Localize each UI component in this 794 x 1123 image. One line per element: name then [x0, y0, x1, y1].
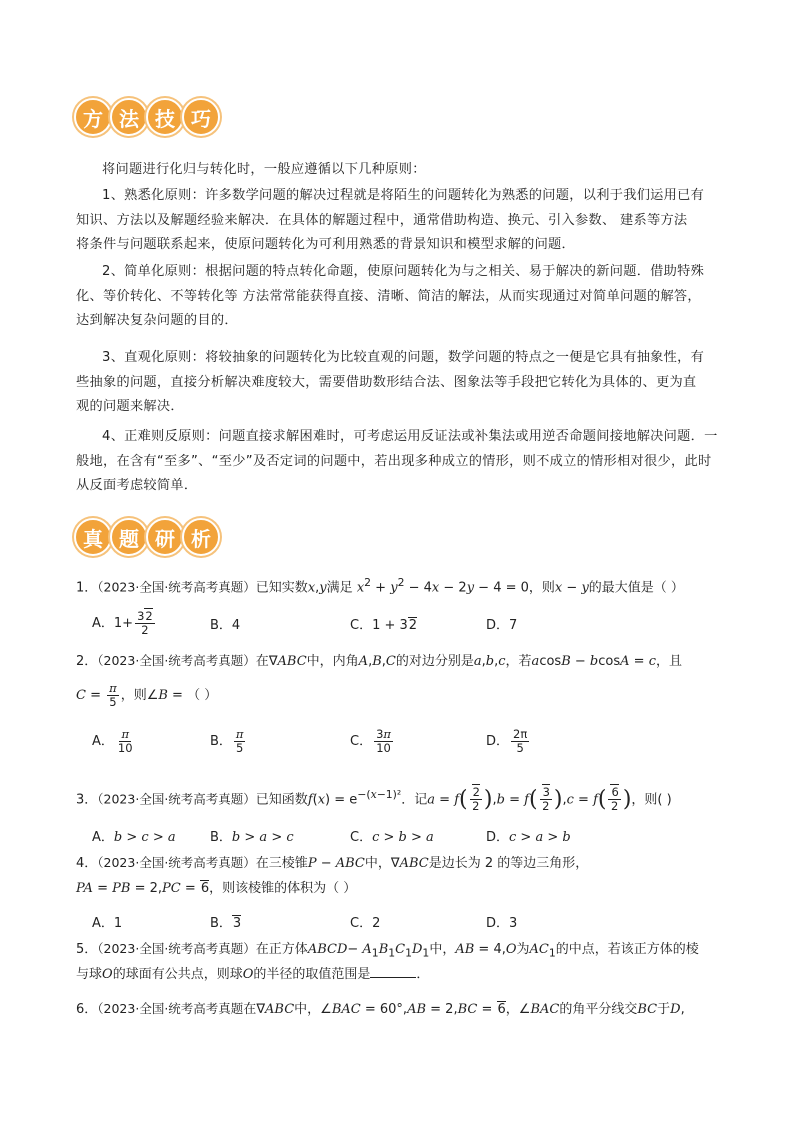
option-d[interactable]: D．7 — [486, 618, 518, 633]
section-header-exam — [74, 518, 214, 564]
intro-paragraph — [76, 158, 726, 183]
option-c[interactable]: C．2 — [350, 916, 381, 931]
text: 的最大值是（ ） — [588, 580, 684, 596]
line: 达到解决复杂问题的目的． — [76, 313, 238, 328]
question-1: 1．（2023·全国·统考高考真题）已知实数x,y满足 $x^2 + y^2 - 4x - 2y - 4 = 0$，则x − y的最大值是（ ） — [76, 576, 684, 596]
text: ，则( ) — [631, 792, 672, 808]
option-label: B． — [210, 916, 232, 931]
option-label: D． — [486, 734, 510, 749]
text: 满足 — [326, 580, 353, 596]
badge-char: 真 — [74, 518, 112, 556]
text: 于 — [657, 1002, 671, 1017]
question-3-options — [92, 826, 652, 850]
badge-char: 析 — [182, 518, 220, 556]
question-number: 1． — [76, 580, 98, 596]
question-6: 6．（2023·全国·统考高考真题在∇ABC中，∠BAC = 60°,AB = 2,BC = 6，∠BAC的角平分线交BC于D, — [76, 1001, 685, 1017]
badge-char: 方 — [74, 98, 112, 136]
option-d[interactable]: D． $\frac{2\pi}{5}$ — [486, 727, 528, 755]
option-b[interactable]: B．3 — [210, 916, 242, 931]
question-4-options — [92, 912, 652, 936]
option-c[interactable]: C．c > b > a — [350, 830, 434, 845]
text: ． — [416, 967, 430, 982]
badge-char: 巧 — [182, 98, 220, 136]
line: 些抽象的问题，直接分析解决难度较大，需要借助数形结合法、图象法等手段把它转化为具体的、更为直 — [76, 374, 697, 390]
question-5: 5．（2023·全国·统考高考真题）在正方体ABCD− $A_1B_1C_1D_1$中，AB = 4,O为$AC_1$的中点，若该正方体的棱 — [76, 941, 699, 960]
question-number: 2． — [76, 654, 98, 669]
text: 已知函数 — [255, 792, 308, 808]
badge-char: 技 — [146, 98, 184, 136]
text: 在三棱锥 — [255, 856, 308, 871]
text: 在 — [255, 654, 269, 669]
line: 化、等价转化、不等转化等 方法常常能获得直接、清晰、简洁的解法，从而实现通过对简单问题的解答， — [76, 288, 701, 304]
text: 的球面有公共点，则球 — [112, 967, 243, 982]
line: 般地，在含有“至多”、“至少”及否定词的问题中，若出现多种成立的情形，则不成立的情形相对很少，此时 — [76, 453, 712, 469]
question-source: （2023·全国·统考高考真题） — [97, 941, 256, 956]
question-number: 4． — [76, 856, 98, 871]
option-b[interactable]: B．b > a > c — [210, 830, 294, 845]
principle-2 — [76, 260, 726, 334]
badge-char: 法 — [110, 98, 148, 136]
option-label: A． — [92, 616, 114, 631]
option-label: C． — [350, 618, 373, 633]
text: ，则 — [528, 580, 555, 596]
question-source: （2023·全国·统考高考真题） — [97, 791, 256, 807]
text: ，则 — [120, 688, 147, 703]
line: 观的问题来解决． — [76, 399, 184, 414]
option-label: A． — [92, 734, 114, 749]
question-4-line-2: PA = PB = 2,PC = 6，则该棱锥的体积为（ ） — [76, 881, 357, 896]
question-3: 3．（2023·全国·统考高考真题）已知函数$f(x) = e^{-(x-1)^2}$．记a = f( $\frac{2}{2}$ ),b = f( $\frac{3}{2}$ ),c = f( $\frac{6}{2}$ )，则( ) — [76, 785, 672, 814]
question-5-line-2: 与球O的球面有公共点，则球O的半径的取值范围是 ． — [76, 967, 430, 982]
text: 的半径的取值范围是 — [253, 967, 371, 982]
option-a[interactable]: A．b > c > a — [92, 830, 176, 845]
option-d[interactable]: D．3 — [486, 916, 518, 931]
option-a[interactable]: A． $\frac{\pi}{10}$ — [92, 727, 133, 755]
text: 中， — [364, 856, 391, 871]
question-2: 2．（2023·全国·统考高考真题）在∇ABC中，内角A,B,C的对边分别是a,b,c，若acosB − bcosA = c，且 — [76, 653, 682, 669]
question-source: （2023·全国·统考高考真题） — [97, 579, 256, 595]
question-source: （2023·全国·统考高考真题） — [97, 653, 256, 668]
section-header-methods — [74, 98, 214, 144]
question-source: （2023·全国·统考高考真题 — [97, 1001, 244, 1016]
text: 在正方体 — [255, 942, 308, 957]
question-2-options — [92, 727, 652, 755]
text: 的角平分线交 — [559, 1002, 638, 1017]
line: 3、直观化原则：将较抽象的问题转化为比较直观的问题，数学问题的特点之一便是它具有抽象性，有 — [102, 350, 705, 365]
text: 已知实数 — [255, 580, 308, 596]
badge-char: 题 — [110, 518, 148, 556]
text: 与球 — [76, 967, 103, 982]
option-label: B． — [210, 830, 232, 845]
option-b[interactable]: B．4 — [210, 618, 241, 633]
principle-1 — [76, 184, 726, 258]
question-1-options — [92, 609, 652, 637]
option-d[interactable]: D．c > a > b — [486, 830, 571, 845]
line: 4、正难则反原则：问题直接求解困难时，可考虑运用反证法或补集法或用逆否命题间接地解决问题．一 — [102, 429, 718, 444]
question-4: 4．（2023·全国·统考高考真题）在三棱锥P − ABC中，∇ABC是边长为 2 的等边三角形， — [76, 855, 589, 871]
text: 的中点，若该正方体的棱 — [555, 942, 699, 957]
text: 中，内角 — [306, 654, 359, 669]
line: 将条件与问题联系起来，使原问题转化为可利用熟悉的背景知识和模型求解的问题． — [76, 237, 576, 252]
text: （ ） — [187, 688, 218, 703]
principle-4 — [76, 425, 726, 499]
principle-3 — [76, 346, 726, 420]
option-a[interactable]: A．1+ $\frac{32}{2}$ — [92, 609, 153, 637]
question-2-line-2: C = $\frac{\pi}{5}$ ，则∠B = （ ） — [76, 681, 218, 709]
option-b[interactable]: B． $\frac{\pi}{5}$ — [210, 727, 244, 755]
text: ， — [505, 1002, 519, 1017]
line: 知识、方法以及解题经验来解决．在具体的解题过程中，通常借助构造、换元、引入参数、 建系等方法 — [76, 212, 688, 228]
option-c[interactable]: C． $\frac{3\pi}{10}$ — [350, 727, 391, 755]
option-label: D． — [486, 830, 510, 845]
option-a[interactable]: A．1 — [92, 916, 123, 931]
badge-char: 研 — [146, 518, 184, 556]
line: 从反面考虑较简单． — [76, 478, 198, 493]
question-number: 3． — [76, 792, 98, 808]
option-label: C． — [350, 734, 373, 749]
question-number: 5． — [76, 942, 98, 957]
option-c[interactable]: C．1 + 32 — [350, 618, 418, 633]
option-label: C． — [350, 830, 373, 845]
text: ，且 — [655, 654, 682, 669]
option-label: B． — [210, 734, 232, 749]
text: 中， — [294, 1002, 321, 1017]
line: 2、简单化原则：根据问题的特点转化命题，使原问题转化为与之相关、易于解决的新问题．借助特殊 — [102, 264, 705, 279]
question-source: （2023·全国·统考高考真题） — [97, 855, 256, 870]
text: 中， — [429, 942, 456, 957]
intro-text: 将问题进行化归与转化时，一般应遵循以下几种原则： — [102, 162, 426, 177]
option-label: A． — [92, 830, 114, 845]
line: 1、熟悉化原则：许多数学问题的解决过程就是将陌生的问题转化为熟悉的问题，以利于我们运用已有 — [102, 188, 705, 203]
text: ，若 — [505, 654, 532, 669]
text: ．记 — [401, 792, 428, 808]
text: 在 — [243, 1002, 257, 1017]
text: ，则该棱锥的体积为（ ） — [209, 881, 357, 896]
answer-blank[interactable] — [370, 965, 416, 978]
question-number: 6． — [76, 1002, 98, 1017]
text: 的对边分别是 — [395, 654, 474, 669]
text: 为 — [516, 942, 530, 957]
text: 是边长为 2 的等边三角形， — [428, 856, 589, 871]
